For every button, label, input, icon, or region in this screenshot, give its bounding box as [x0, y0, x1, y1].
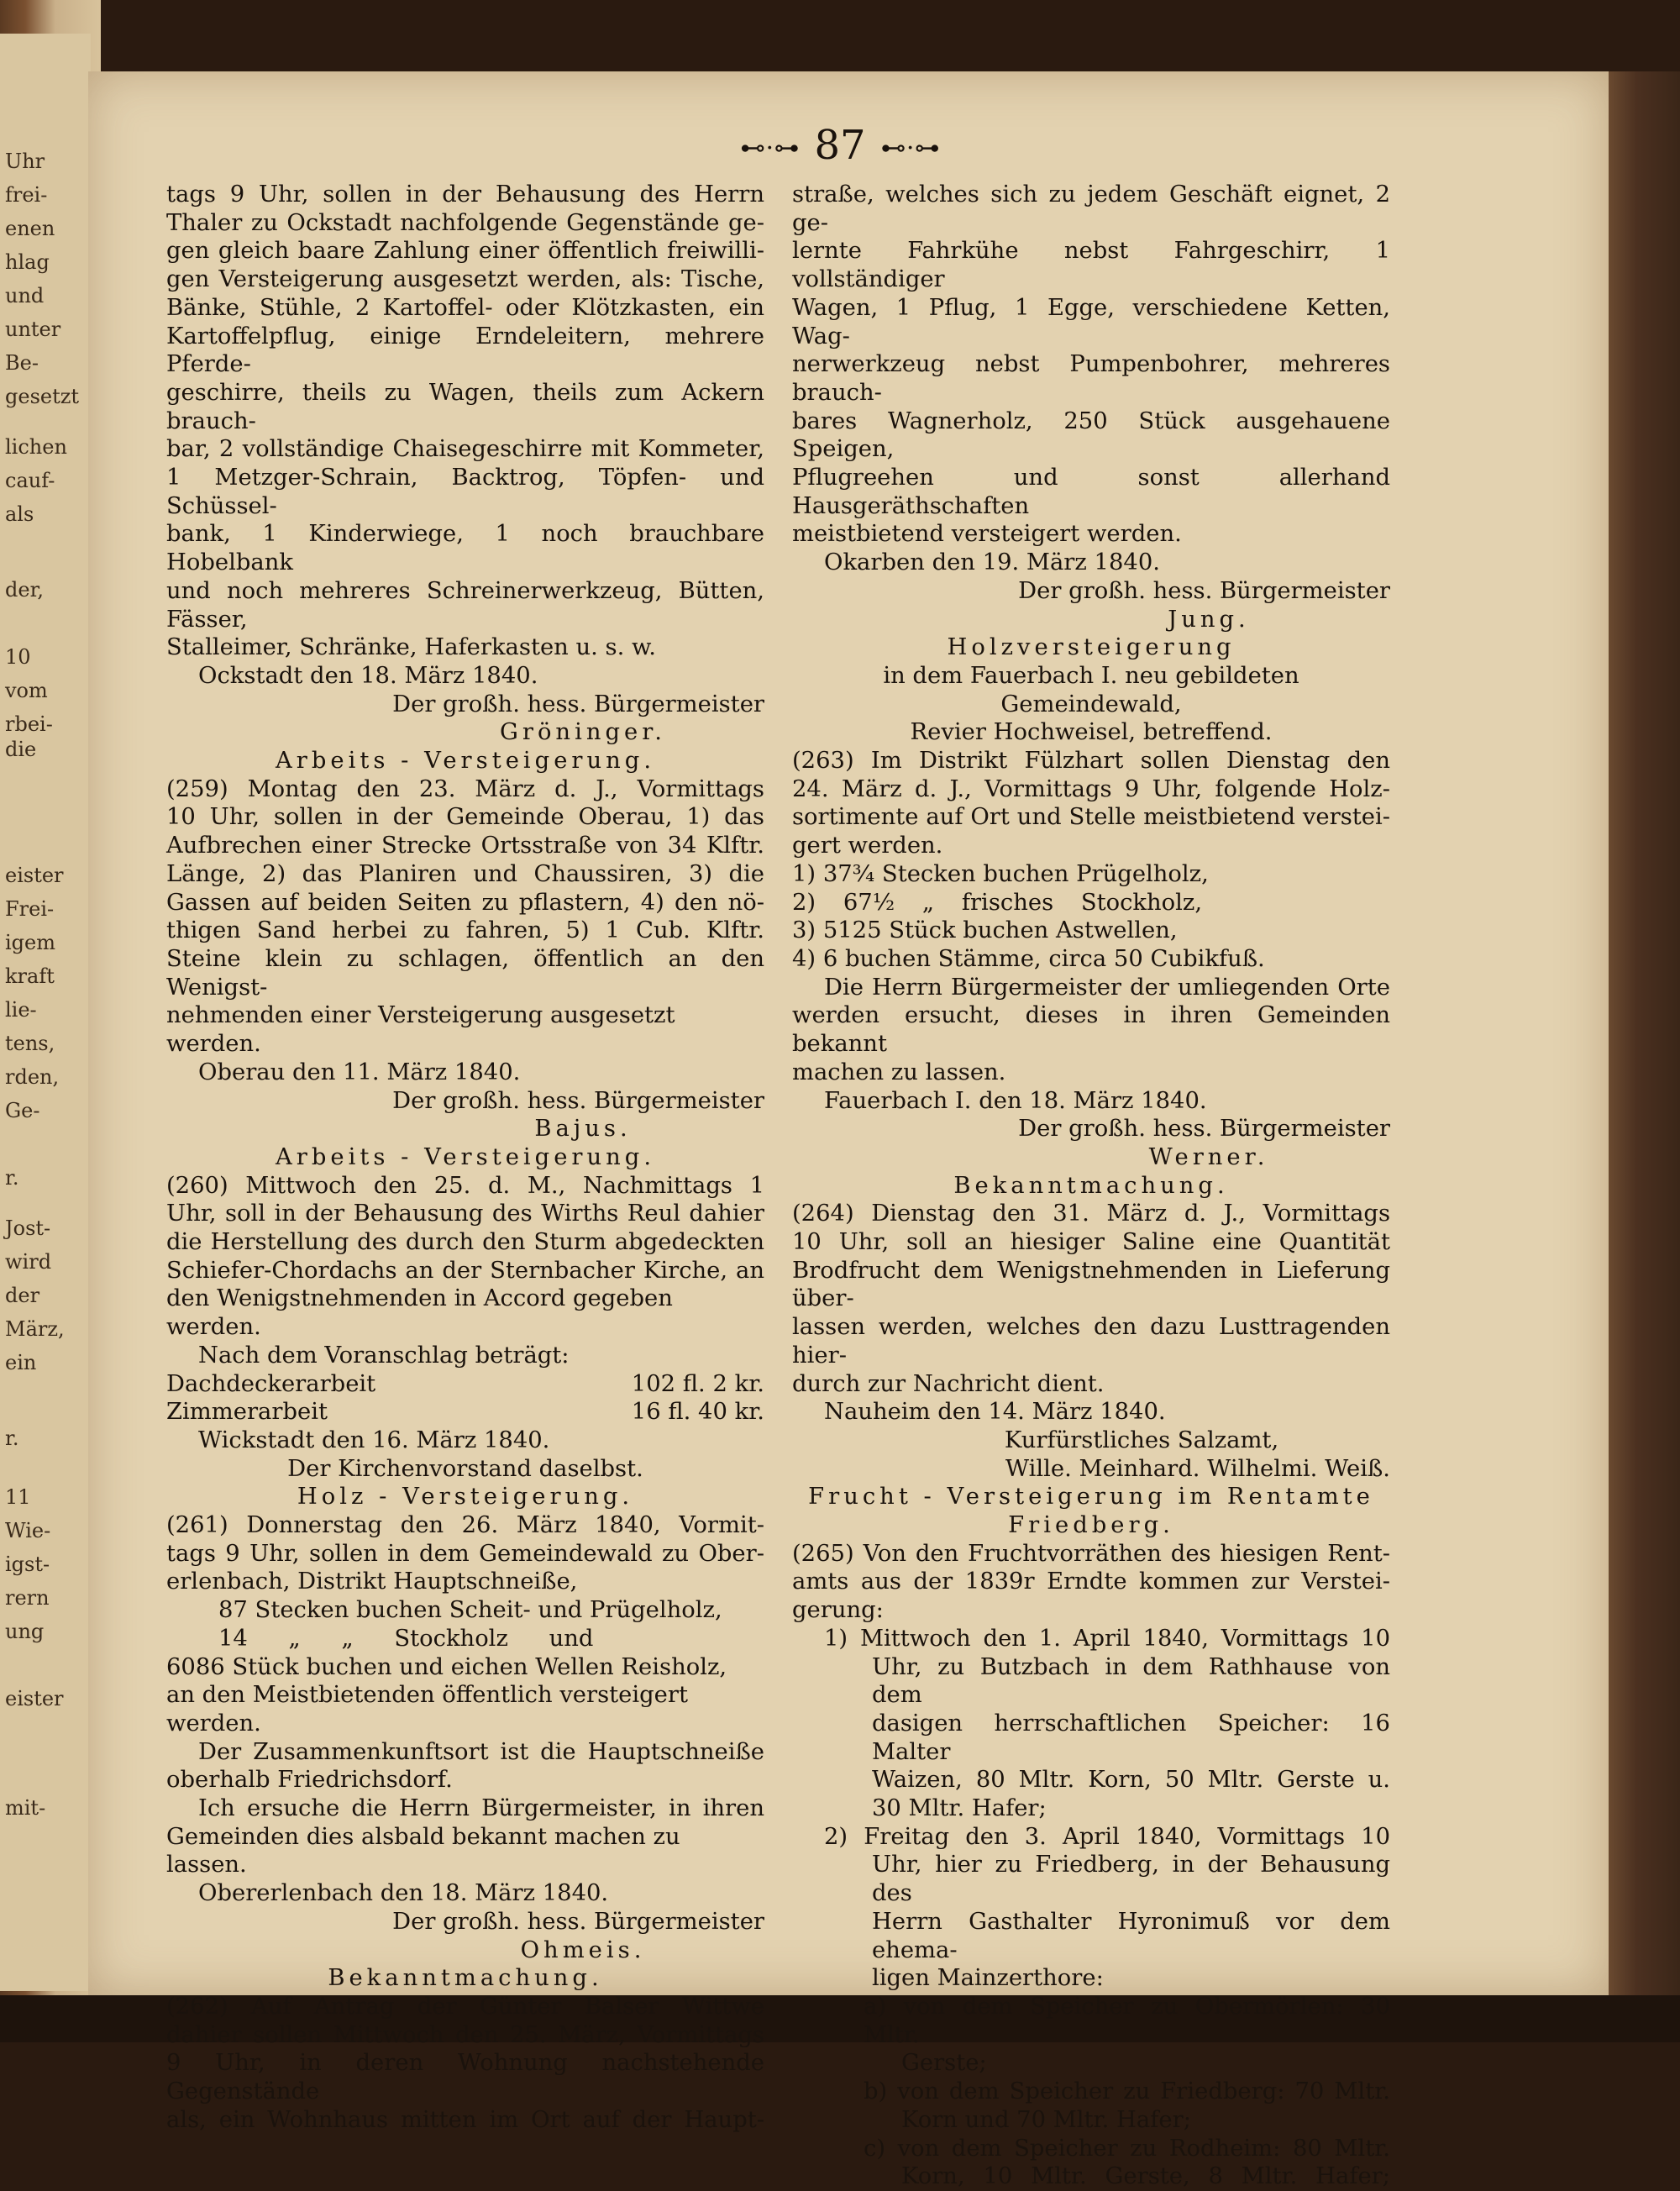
- text-line: 9 Uhr, in deren Wohnung nachstehende Gegenstände: [166, 2050, 764, 2105]
- prev-page-fragment: gesetzt: [5, 385, 80, 408]
- prev-page-fragment: ung: [5, 1620, 45, 1643]
- notice-265: (265) Von den Fruchtvorräthen des hiesigen Rent-: [792, 1540, 1390, 1567]
- notice-260: (260) Mittwoch den 25. d. M., Nachmittags 1: [166, 1172, 764, 1199]
- section-heading: Arbeits - Versteigerung.: [275, 748, 656, 775]
- signature-name: Bajus.: [534, 1116, 632, 1143]
- prev-page-fragment: rern: [5, 1586, 50, 1610]
- sub-list-item: a) von dem Speicher zu Obermörlen: 30 Mltr.: [864, 1994, 1390, 2048]
- prev-page-fragment: ein: [5, 1351, 37, 1374]
- notice-263: (263) Im Distrikt Fülzhart sollen Dienstag den: [792, 748, 1390, 775]
- cost-value: 16 fl. 40 kr.: [631, 1399, 764, 1426]
- text-line: Korn, 10 Mltr. Gerste, 8 Mltr. Hafer;: [901, 2163, 1390, 2190]
- cost-row: [166, 1398, 764, 1427]
- prev-page-fragment: igem: [5, 931, 55, 954]
- text-line: Uhr, hier zu Friedberg, in der Behausung des: [872, 1852, 1390, 1907]
- text-line: gen Versteigerung ausgesetzt werden, als: Tische,: [166, 266, 764, 293]
- text-line: Brodfrucht dem Wenigstnehmenden in Lieferung über-: [792, 1257, 1390, 1312]
- prev-page-fragment: eister: [5, 864, 64, 887]
- signature-name: Ohmeis.: [520, 1936, 646, 1963]
- prev-page-fragment: r.: [5, 1166, 19, 1190]
- text-line: amts aus der 1839r Erndte kommen zur Verstei-: [792, 1568, 1390, 1595]
- text-line: lassen werden, welches den dazu Lusttragenden hier-: [792, 1314, 1390, 1369]
- cost-value: 102 fl. 2 kr.: [631, 1370, 764, 1397]
- section-heading: Arbeits - Versteigerung.: [275, 1143, 656, 1170]
- text-line: Bänke, Stühle, 2 Kartoffel- oder Klötzkasten, ein: [166, 294, 764, 321]
- place-date: Wickstadt den 16. März 1840.: [198, 1427, 550, 1453]
- prev-page-fragment: Frei-: [5, 897, 55, 921]
- signature-title: Kurfürstliches Salzamt,: [1004, 1427, 1279, 1453]
- section-heading: Friedberg.: [1008, 1512, 1174, 1539]
- list-item: 1) Mittwoch den 1. April 1840, Vormittags 10: [824, 1625, 1390, 1652]
- prev-page-fragment: 11: [5, 1485, 31, 1509]
- sub-list-item: b) von dem Speicher zu Friedberg: 70 Mltr.: [864, 2078, 1390, 2105]
- text-line: erlenbach, Distrikt Hauptschneiße,: [166, 1568, 578, 1595]
- prev-page-fragment: frei-: [5, 183, 48, 207]
- signature-name: Werner.: [1148, 1143, 1269, 1170]
- text-line: Die Herrn Bürgermeister der umliegenden Orte: [824, 974, 1390, 1001]
- prev-page-fragment: igst-: [5, 1553, 50, 1576]
- text-line: gen gleich baare Zahlung einer öffentlich freiwilli-: [166, 238, 764, 265]
- prev-page-fragment: Jost-: [5, 1216, 51, 1240]
- text-line: Schiefer-Chordachs an der Sternbacher Kirche, an: [166, 1257, 764, 1284]
- prev-page-fragment: mit-: [5, 1796, 46, 1820]
- notice-264: (264) Dienstag den 31. März d. J., Vormittags: [792, 1201, 1390, 1227]
- text-line: tags 9 Uhr, sollen in dem Gemeindewald zu Ober-: [166, 1540, 764, 1567]
- text-line: Länge, 2) das Planiren und Chaussiren, 3) die: [166, 860, 764, 887]
- signature-title: Der Kirchenvorstand daselbst.: [287, 1455, 643, 1482]
- text-line: werden ersucht, dieses in ihren Gemeinden bekannt: [792, 1002, 1390, 1058]
- list-item: 2) 67½ „ frisches Stockholz,: [792, 889, 1203, 916]
- prev-page-fragment: rden,: [5, 1065, 60, 1089]
- text-line: 30 Mltr. Hafer;: [872, 1795, 1047, 1822]
- signature-name: Gröninger.: [499, 719, 667, 746]
- text-line: Korn und 70 Mltr. Hafer;: [901, 2106, 1191, 2133]
- right-column: [792, 181, 1390, 2191]
- prev-page-fragment: cauf-: [5, 469, 55, 492]
- list-item: 4) 6 buchen Stämme, circa 50 Cubikfuß.: [792, 945, 1265, 972]
- text-line: Herrn Gasthalter Hyronimuß vor dem ehema-: [872, 1908, 1390, 1963]
- text-line: geschirre, theils zu Wagen, theils zum Ackern brauch-: [166, 379, 764, 434]
- text-line: und noch mehreres Schreinerwerkzeug, Bütten, Fässer,: [166, 577, 764, 633]
- text-line: nerwerkzeug nebst Pumpenbohrer, mehreres brauch-: [792, 351, 1390, 406]
- cost-item: Dachdeckerarbeit: [166, 1370, 376, 1397]
- text-line: straße, welches sich zu jedem Geschäft eignet, 2 ge-: [792, 181, 1390, 236]
- notice-262: (262) Auf Antrag der Günter Balser Wittwe: [166, 1994, 764, 2020]
- text-line: gert werden.: [792, 833, 943, 859]
- text-line: Gemeinden dies alsbald bekannt machen zu lassen.: [166, 1823, 680, 1878]
- prev-page-fragment: der,: [5, 578, 45, 602]
- text-line: Nach dem Voranschlag beträgt:: [198, 1342, 570, 1369]
- prev-page-fragment: enen: [5, 217, 55, 240]
- prev-page-fragment: rbei-: [5, 712, 53, 736]
- ornament-left: ⊷⋅⊶: [740, 134, 800, 163]
- text-line: dahier sollen Mittwoch den 25. März, Vormittags: [166, 2021, 764, 2048]
- section-subheading: Revier Hochweisel, betreffend.: [910, 719, 1273, 746]
- prev-page-fragment: Wie-: [5, 1519, 51, 1542]
- page-number: 87: [814, 122, 866, 169]
- book-cover-edge: [1609, 71, 1680, 1995]
- text-line: bank, 1 Kinderwiege, 1 noch brauchbare Hobelbank: [166, 521, 764, 576]
- sub-list-item: c) von dem Speicher zu Rodheim: 80 Mltr.: [864, 2135, 1390, 2162]
- prev-page-fragment: lie-: [5, 998, 37, 1022]
- text-line: oberhalb Friedrichsdorf.: [166, 1767, 453, 1794]
- text-line: Der Zusammenkunftsort ist die Hauptschneiße: [198, 1738, 764, 1765]
- prev-page-fragment: der: [5, 1284, 40, 1307]
- text-line: lernte Fahrkühe nebst Fahrgeschirr, 1 vollständiger: [792, 238, 1390, 293]
- text-line: bar, 2 vollständige Chaisegeschirre mit Kommeter,: [166, 436, 764, 463]
- page-header: [655, 122, 1025, 169]
- text-line: durch zur Nachricht dient.: [792, 1370, 1105, 1397]
- signature-title: Der großh. hess. Bürgermeister: [392, 1908, 764, 1935]
- prev-page-fragment: als: [5, 502, 34, 526]
- text-line: die Herstellung des durch den Sturm abgedeckten: [166, 1229, 764, 1256]
- prev-page-fragment: Uhr: [5, 150, 45, 173]
- text-line: nehmenden einer Versteigerung ausgesetzt werden.: [166, 1002, 675, 1058]
- prev-page-fragment: Be-: [5, 351, 39, 375]
- signature-name: Wille. Meinhard. Wilhelmi. Weiß.: [1005, 1455, 1390, 1482]
- prev-page-fragment: lichen: [5, 435, 67, 459]
- text-line: Kartoffelpflug, einige Erndeleitern, mehrere Pferde-: [166, 323, 764, 378]
- text-line: 10 Uhr, soll an hiesiger Saline eine Quantität: [792, 1229, 1390, 1256]
- prev-page-fragment: 10: [5, 645, 31, 669]
- text-line: gerung:: [792, 1597, 884, 1624]
- text-line: 10 Uhr, sollen in der Gemeinde Oberau, 1) das: [166, 804, 764, 831]
- section-heading: Bekanntmachung.: [953, 1172, 1229, 1199]
- text-line: Waizen, 80 Mltr. Korn, 50 Mltr. Gerste u.: [872, 1767, 1390, 1794]
- signature-title: Der großh. hess. Bürgermeister: [392, 1087, 764, 1114]
- signature-name: Jung.: [1168, 606, 1250, 633]
- text-line: Steine klein zu schlagen, öffentlich an den Wenigst-: [166, 945, 764, 1001]
- previous-page-edge: [0, 34, 91, 1991]
- place-date: Nauheim den 14. März 1840.: [824, 1399, 1166, 1426]
- place-date: Oberau den 11. März 1840.: [198, 1059, 521, 1085]
- text-line: tags 9 Uhr, sollen in der Behausung des Herrn: [166, 181, 764, 208]
- list-item: 1) 37¾ Stecken buchen Prügelholz,: [792, 860, 1209, 887]
- text-line: Wagen, 1 Pflug, 1 Egge, verschiedene Ketten, Wag-: [792, 294, 1390, 349]
- place-date: Obererlenbach den 18. März 1840.: [198, 1880, 609, 1907]
- text-line: machen zu lassen.: [792, 1059, 1006, 1085]
- signature-title: Der großh. hess. Bürgermeister: [1018, 577, 1390, 604]
- prev-page-fragment: Ge-: [5, 1099, 40, 1122]
- list-item: 3) 5125 Stück buchen Astwellen,: [792, 917, 1178, 944]
- text-line: 24. März d. J., Vormittags 9 Uhr, folgende Holz-: [792, 775, 1390, 802]
- ornament-right: ⊷⋅⊶: [880, 134, 940, 163]
- prev-page-fragment: wird: [5, 1250, 52, 1274]
- notice-261: (261) Donnerstag den 26. März 1840, Vormit-: [166, 1512, 764, 1539]
- text-line: ligen Mainzerthore:: [872, 1965, 1104, 1992]
- place-date: Fauerbach I. den 18. März 1840.: [824, 1087, 1207, 1114]
- prev-page-fragment: eister: [5, 1687, 64, 1710]
- place-date: Ockstadt den 18. März 1840.: [198, 662, 538, 689]
- prev-page-fragment: hlag: [5, 250, 50, 274]
- text-line: Ich ersuche die Herrn Bürgermeister, in ihren: [198, 1795, 764, 1822]
- text-line: den Wenigstnehmenden in Accord gegeben werden.: [166, 1285, 673, 1341]
- section-subheading: in dem Fauerbach I. neu gebildeten Gemeindewald,: [883, 662, 1299, 717]
- text-line: Stalleimer, Schränke, Haferkasten u. s. w.: [166, 634, 656, 661]
- left-column: [166, 181, 764, 2135]
- text-line: an den Meistbietenden öffentlich versteigert werden.: [166, 1682, 688, 1737]
- text-line: Aufbrechen einer Strecke Ortsstraße von 34 Klftr.: [166, 833, 764, 859]
- signature-title: Der großh. hess. Bürgermeister: [392, 691, 764, 717]
- prev-page-fragment: kraft: [5, 964, 55, 988]
- section-heading: Holzversteigerung: [947, 634, 1236, 661]
- text-line: meistbietend versteigert werden.: [792, 521, 1182, 548]
- text-line: Gassen auf beiden Seiten zu pflastern, 4) den nö-: [166, 889, 764, 916]
- text-line: Uhr, zu Butzbach in dem Rathhause von dem: [872, 1653, 1390, 1709]
- notice-259: (259) Montag den 23. März d. J., Vormittags: [166, 775, 764, 802]
- place-date: Okarben den 19. März 1840.: [824, 549, 1160, 576]
- prev-page-fragment: r.: [5, 1427, 19, 1450]
- text-line: Pflugreehen und sonst allerhand Hausgeräthschaften: [792, 465, 1390, 519]
- prev-page-fragment: unter: [5, 318, 61, 341]
- prev-page-fragment: vom: [5, 679, 48, 702]
- text-line: Uhr, soll in der Behausung des Wirths Reul dahier: [166, 1201, 764, 1227]
- text-line: 1 Metzger-Schrain, Backtrog, Töpfen- und Schüssel-: [166, 465, 764, 519]
- list-item: 87 Stecken buchen Scheit- und Prügelholz,: [218, 1597, 722, 1624]
- prev-page-fragment: die: [5, 738, 37, 761]
- prev-page-fragment: tens,: [5, 1032, 55, 1055]
- list-item: 14 „ „ Stockholz und: [218, 1625, 594, 1652]
- section-heading: Bekanntmachung.: [328, 1965, 603, 1992]
- cost-item: Zimmerarbeit: [166, 1399, 328, 1426]
- text-line: bares Wagnerholz, 250 Stück ausgehauene Speigen,: [792, 407, 1390, 463]
- list-item: 6086 Stück buchen und eichen Wellen Reisholz,: [166, 1653, 727, 1680]
- section-heading: Frucht - Versteigerung im Rentamte: [808, 1484, 1374, 1511]
- text-line: Thaler zu Ockstadt nachfolgende Gegenstände ge-: [166, 209, 764, 236]
- text-line: als, ein Wohnhaus mitten im Ort auf der Haupt-: [166, 2106, 764, 2133]
- prev-page-fragment: und: [5, 284, 45, 307]
- text-line: thigen Sand herbei zu fahren, 5) 1 Cub. Klftr.: [166, 917, 764, 944]
- text-line: Gerste;: [901, 2050, 987, 2077]
- signature-title: Der großh. hess. Bürgermeister: [1018, 1116, 1390, 1143]
- cost-row: [166, 1370, 764, 1399]
- text-line: sortimente auf Ort und Stelle meistbietend verstei-: [792, 804, 1390, 831]
- list-item: 2) Freitag den 3. April 1840, Vormittags 10: [824, 1823, 1390, 1850]
- prev-page-fragment: März,: [5, 1317, 65, 1341]
- text-line: dasigen herrschaftlichen Speicher: 16 Malter: [872, 1710, 1390, 1765]
- section-heading: Holz - Versteigerung.: [297, 1484, 634, 1511]
